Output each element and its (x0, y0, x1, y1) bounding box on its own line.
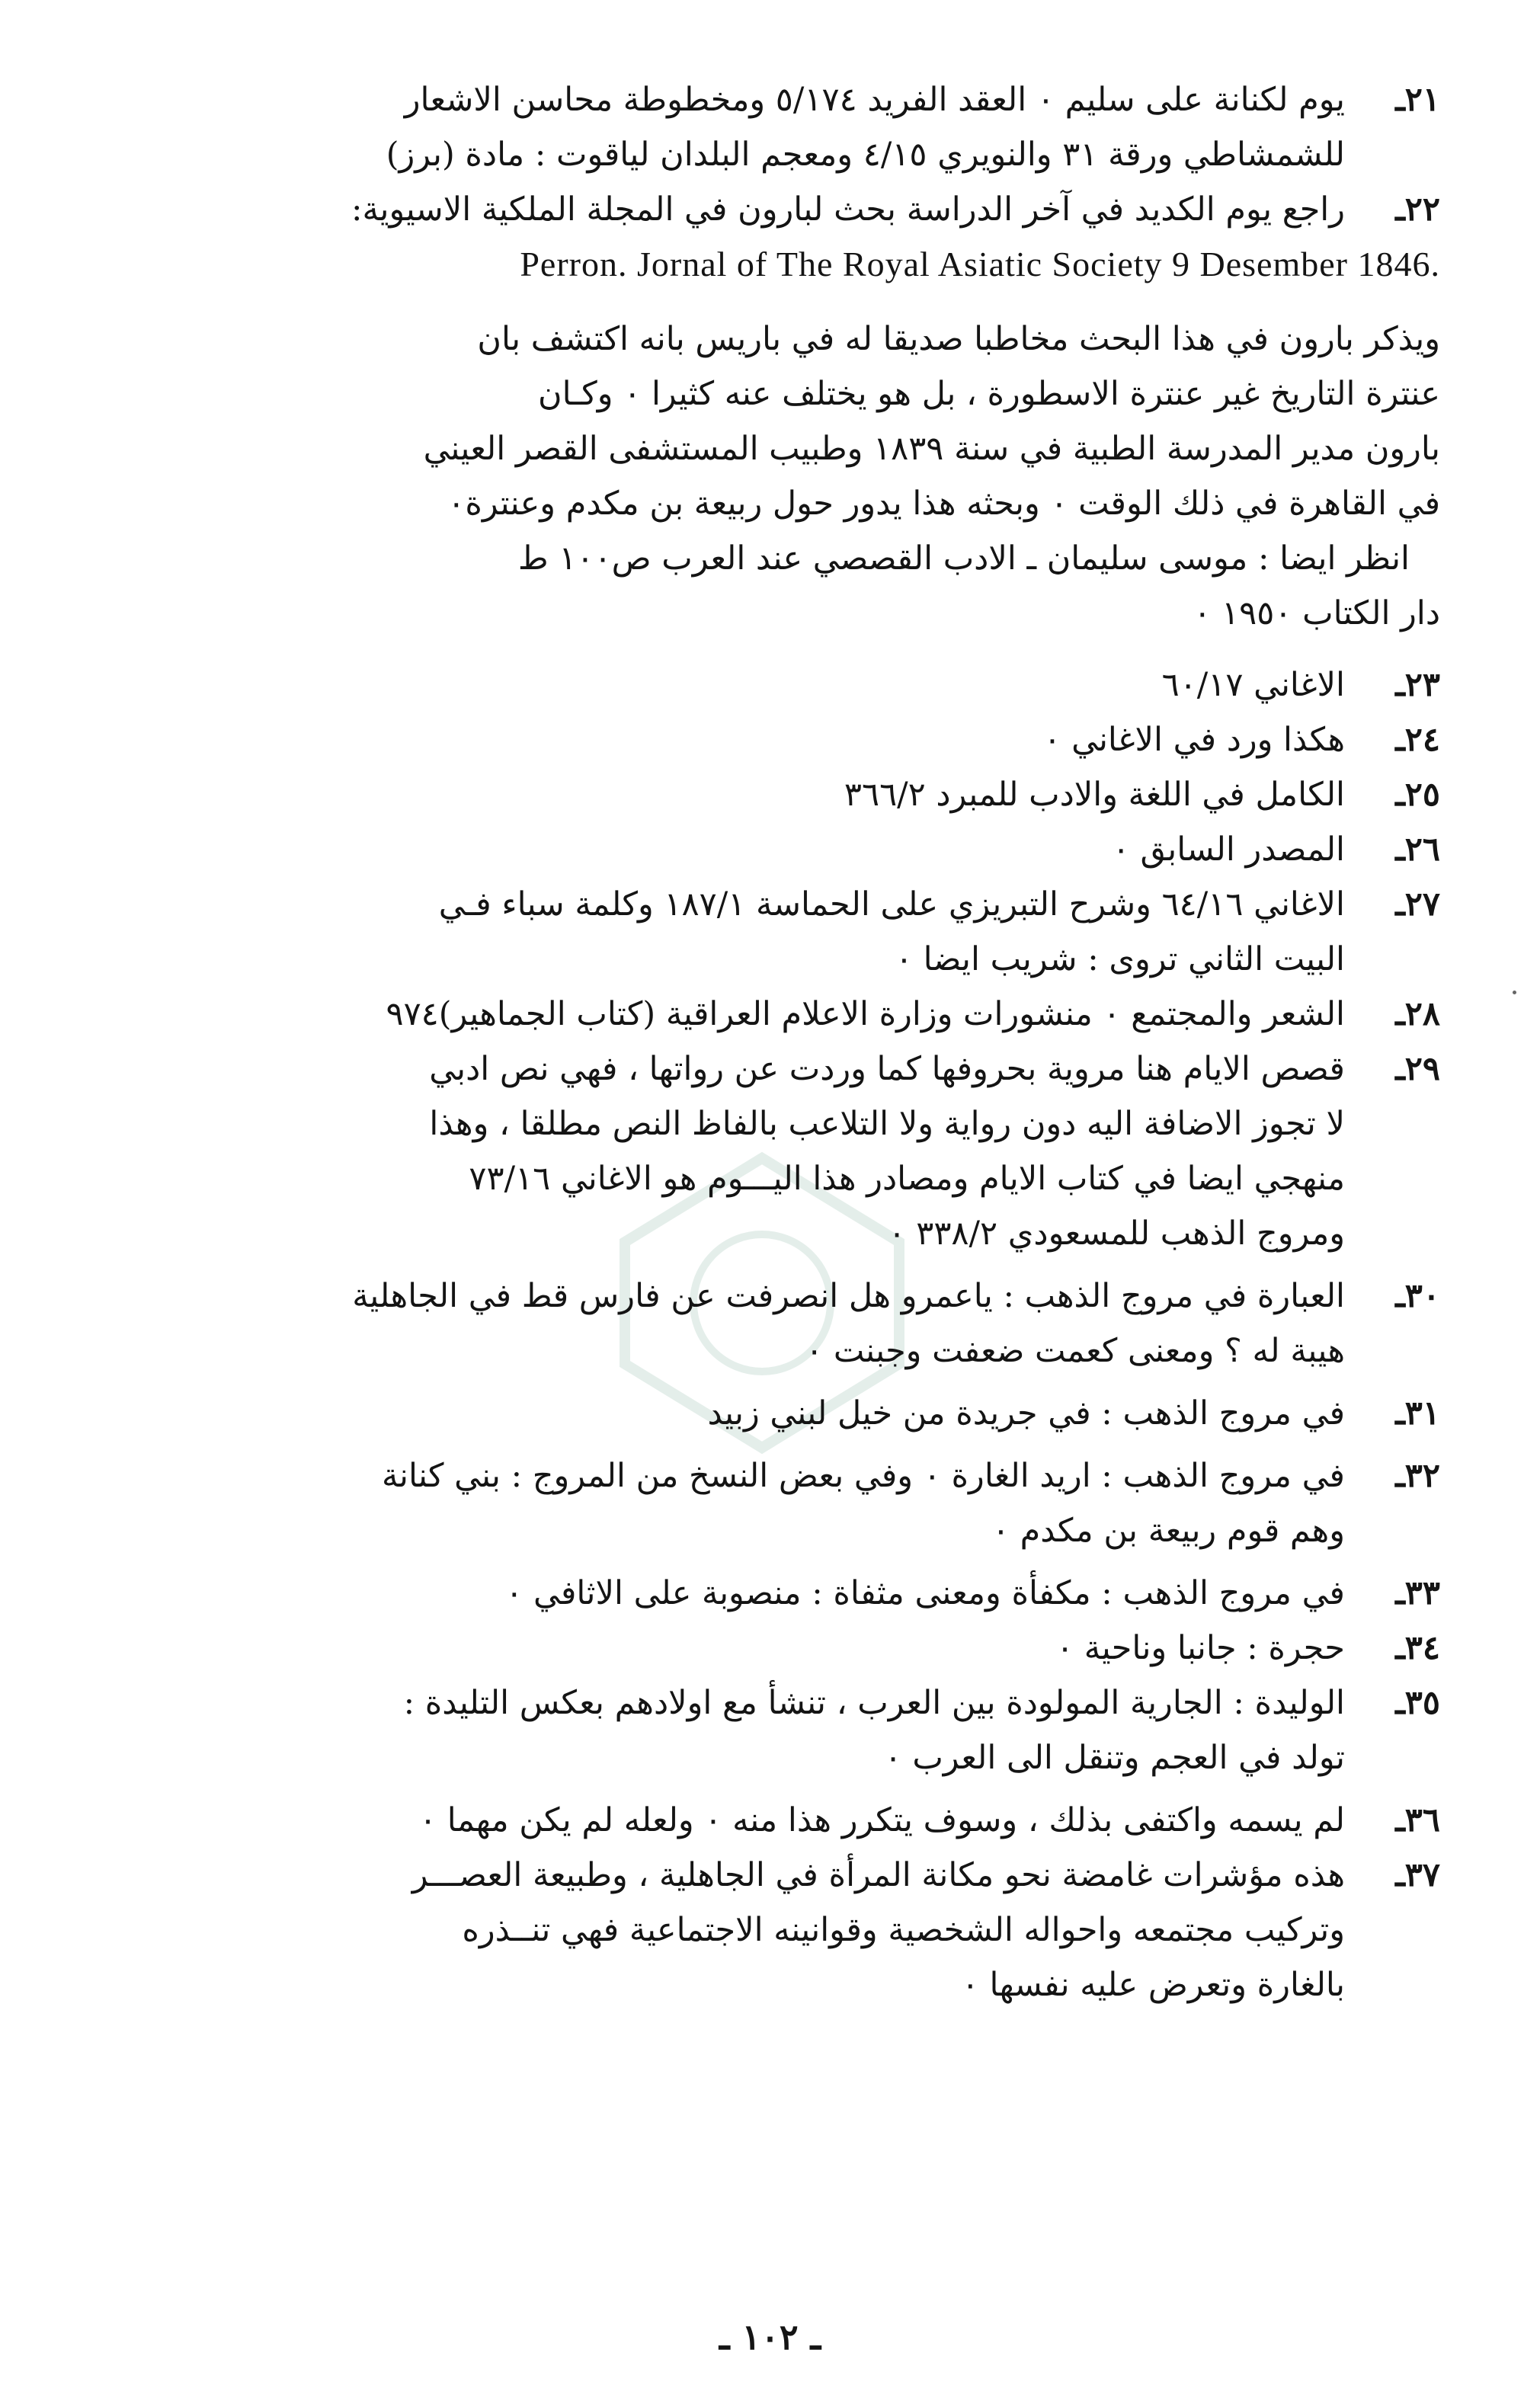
document-page (107, 72, 1440, 2012)
footnote-line: هذه مؤشرات غامضة نحو مكانة المرأة في الجاهلية ، وطبيعة العصـــر (411, 1856, 1345, 1894)
footnote-25 (107, 767, 1440, 822)
footnote-line: قصص الايام هنا مروية بحروفها كما وردت عن رواتها ، فهي نص ادبي (429, 1050, 1345, 1088)
footnote-line: منهجي ايضا في كتاب الايام ومصادر هذا اليـــوم هو الاغاني ٧٣/١٦ (469, 1160, 1345, 1198)
footnote-number: ٣١ـ (1395, 1394, 1440, 1432)
footnote-line: ومروج الذهب للمسعودي ٣٣٨/٢ ٠ (888, 1215, 1345, 1253)
footnote-26 (107, 822, 1440, 877)
footnote-28 (107, 987, 1440, 1042)
footnote-21 (107, 72, 1440, 182)
paragraph-line: دار الكتاب ١٩٥٠ ٠ (1193, 594, 1440, 632)
paragraph-line: انظر ايضا : موسى سليمان ـ الادب القصصي عند العرب ص١٠٠ ط (517, 539, 1410, 578)
footnote-line: يوم لكنانة على سليم ٠ العقد الفريد ٥/١٧٤ ومخطوطة محاسن الاشعار (404, 81, 1345, 119)
footnote-line: بالغارة وتعرض عليه نفسها ٠ (961, 1966, 1345, 2004)
footnote-line: العبارة في مروج الذهب : ياعمرو هل انصرفت عن فارس قط في الجاهلية (352, 1277, 1345, 1315)
footnote-line: المصدر السابق ٠ (1112, 831, 1345, 869)
footnote-number: ٣٧ـ (1395, 1856, 1440, 1894)
footnote-line: تولد في العجم وتنقل الى العرب ٠ (884, 1739, 1345, 1777)
paragraph-line: عنترة التاريخ غير عنترة الاسطورة ، بل هو يختلف عنه كثيرا ٠ وكـان (538, 375, 1440, 413)
footnote-line: للشمشاطي ورقة ٣١ والنويري ٤/١٥ ومعجم البلدان لياقوت : مادة (برز) (386, 136, 1345, 174)
footnote-23 (107, 658, 1440, 712)
footnote-line: الكامل في اللغة والادب للمبرد ٣٦٦/٢ (844, 776, 1345, 814)
footnote-31 (107, 1386, 1440, 1441)
footnote-33 (107, 1566, 1440, 1621)
footnote-number: ٣٥ـ (1395, 1684, 1440, 1722)
footnote-37 (107, 1848, 1440, 2012)
footnote-number: ٣٣ـ (1395, 1574, 1440, 1612)
footnote-number: ٣٤ـ (1395, 1629, 1440, 1667)
footnote-number: ٢٥ـ (1395, 776, 1440, 814)
footnote-30 (107, 1269, 1440, 1378)
footnote-22 (107, 182, 1440, 292)
body-paragraph (107, 312, 1440, 641)
footnote-number: ٢٩ـ (1395, 1050, 1440, 1088)
footnote-line: وهم قوم ربيعة بن مكدم ٠ (991, 1512, 1345, 1550)
footnote-32 (107, 1448, 1440, 1558)
footnote-35 (107, 1676, 1440, 1785)
footnote-number: ٣٠ـ (1395, 1277, 1440, 1315)
footnote-line: هيبة له ؟ ومعنى كعمت ضعفت وجبنت ٠ (805, 1332, 1345, 1370)
footnote-number: ٢٦ـ (1395, 831, 1440, 869)
paragraph-line: ويذكر بارون في هذا البحث مخاطبا صديقا له في باريس بانه اكتشف بان (477, 320, 1440, 358)
footnote-line: راجع يوم الكديد في آخر الدراسة بحث لبارون في المجلة الملكية الاسيوية: (351, 190, 1345, 229)
footnote-line: هكذا ورد في الاغاني ٠ (1043, 721, 1345, 759)
footnote-line: حجرة : جانبا وناحية ٠ (1055, 1629, 1345, 1667)
paragraph-line: بارون مدير المدرسة الطبية في سنة ١٨٣٩ وطبيب المستشفى القصر العيني (423, 430, 1440, 468)
footnote-29 (107, 1042, 1440, 1261)
footnote-line: البيت الثاني تروى : شريب ايضا ٠ (895, 940, 1345, 978)
footnote-line: لا تجوز الاضافة اليه دون رواية ولا التلاعب بالفاظ النص مطلقا ، وهذا (429, 1105, 1345, 1143)
footnote-number: ٢١ـ (1395, 81, 1440, 119)
footnote-27 (107, 877, 1440, 987)
footnote-number: ٢٣ـ (1395, 666, 1440, 704)
footnote-24 (107, 712, 1440, 767)
margin-mark (1513, 991, 1516, 994)
footnote-line: الاغاني ٦٤/١٦ وشرح التبريزي على الحماسة ١٨٧/١ وكلمة سباء فـي (438, 885, 1345, 924)
footnote-line: في مروج الذهب : في جريدة من خيل لبني زبيد (707, 1394, 1345, 1432)
page-number: ـ ١٠٢ ـ (719, 2316, 821, 2358)
footnote-number: ٣٢ـ (1395, 1457, 1440, 1495)
footnote-number: ٢٧ـ (1395, 885, 1440, 924)
footnote-line: الاغاني ٦٠/١٧ (1161, 666, 1345, 704)
footnote-line: لم يسمه واكتفى بذلك ، وسوف يتكرر هذا منه ٠ ولعله لم يكن مهما ٠ (419, 1801, 1345, 1839)
footnote-number: ٢٨ـ (1395, 995, 1440, 1033)
footnote-line: في مروج الذهب : مكفأة ومعنى مثفاة : منصوبة على الاثافي ٠ (505, 1574, 1345, 1612)
footnote-line: في مروج الذهب : اريد الغارة ٠ وفي بعض النسخ من المروج : بني كنانة (381, 1457, 1345, 1495)
footnote-36 (107, 1793, 1440, 1848)
footnote-number: ٢٤ـ (1395, 721, 1440, 759)
footnote-line: الشعر والمجتمع ٠ منشورات وزارة الاعلام العراقية (كتاب الجماهير)٩٧٤ (386, 995, 1345, 1033)
footnote-34 (107, 1621, 1440, 1676)
footnote-number: ٣٦ـ (1395, 1801, 1440, 1839)
footnote-number: ٢٢ـ (1395, 190, 1440, 229)
latin-citation: Perron. Jornal of The Royal Asiatic Society 9 Desember 1846. (520, 245, 1440, 283)
footnote-line: الوليدة : الجارية المولودة بين العرب ، تنشأ مع اولادهم بعكس التليدة : (403, 1684, 1345, 1722)
paragraph-line: في القاهرة في ذلك الوقت ٠ وبحثه هذا يدور حول ربيعة بن مكدم وعنترة٠ (447, 485, 1440, 523)
footnote-line: وتركيب مجتمعه واحواله الشخصية وقوانينه الاجتماعية فهي تنــذره (462, 1911, 1345, 1949)
